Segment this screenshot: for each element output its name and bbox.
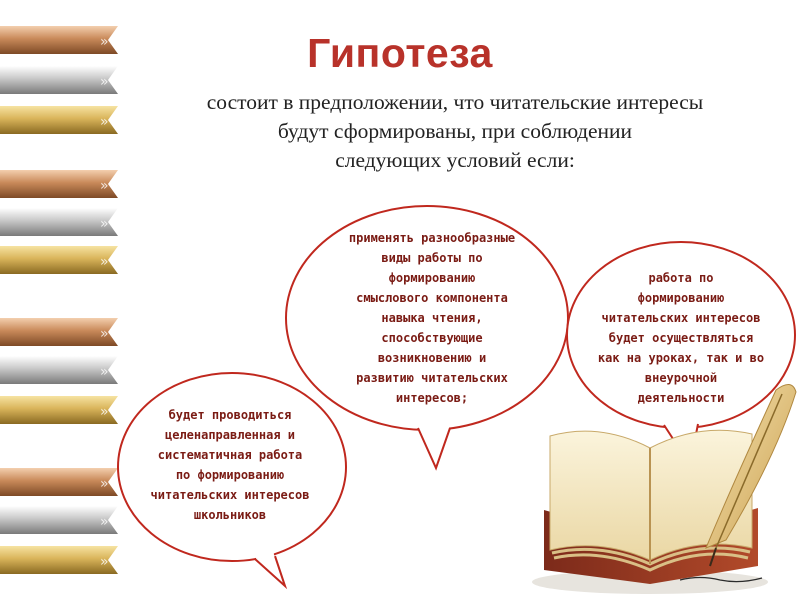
bubble-center-line: виды работы по [381,251,483,265]
bubble-center-line: способствующие [381,331,483,345]
intro-line-3: следующих условий если: [335,148,575,172]
svg-text:»: » [100,216,109,232]
svg-text:»: » [100,476,109,492]
svg-text:»: » [100,114,109,130]
bubble-right-line: читательских интересов [601,311,761,325]
bubble-center-line: интересов; [395,391,469,405]
bubble-left-text [121,405,339,525]
bubble-center-line: смыслового компонента [356,291,508,305]
bubble-left-line: читательских интересов [150,488,310,502]
bubble-right-line: будет осуществляться [608,331,754,345]
bubble-right-line: внеурочной [644,371,718,385]
bubble-left-line: будет проводиться [168,408,292,422]
intro-text [140,88,770,175]
svg-text:»: » [100,404,109,420]
svg-text:»: » [100,554,109,570]
bubble-left-line: систематичная работа [157,448,303,462]
bubble-left-line: целенаправленная и [164,428,296,442]
bubble-center-line: возникновению и [377,351,487,365]
svg-text:»: » [100,34,109,50]
bubble-right-line: как на уроках, так и во [597,351,765,365]
bubble-center-line: навыка чтения, [381,311,483,325]
svg-text:»: » [100,514,109,530]
bubble-center-text [318,228,546,408]
bubble-center-line: развитию читательских [356,371,508,385]
svg-text:»: » [100,254,109,270]
bubble-center-line: формированию [388,271,476,285]
svg-text:»: » [100,74,109,90]
intro-line-1: состоит в предположении, что читательские интересы [206,90,704,114]
svg-text:»: » [100,364,109,380]
bubble-left-line: школьников [193,508,267,522]
bubble-center-line: применять разнообразные [348,231,516,245]
bubble-right-line: работа по [648,271,714,285]
bubble-right-line: деятельности [637,391,725,405]
bubble-right-text [585,268,777,408]
page-title: Гипотеза [307,30,493,76]
bubble-right-line: формированию [637,291,725,305]
bubble-left-line: по формированию [175,468,285,482]
intro-line-2: будут сформированы, при соблюдении [277,119,633,143]
svg-text:»: » [100,178,109,194]
svg-text:»: » [100,326,109,342]
